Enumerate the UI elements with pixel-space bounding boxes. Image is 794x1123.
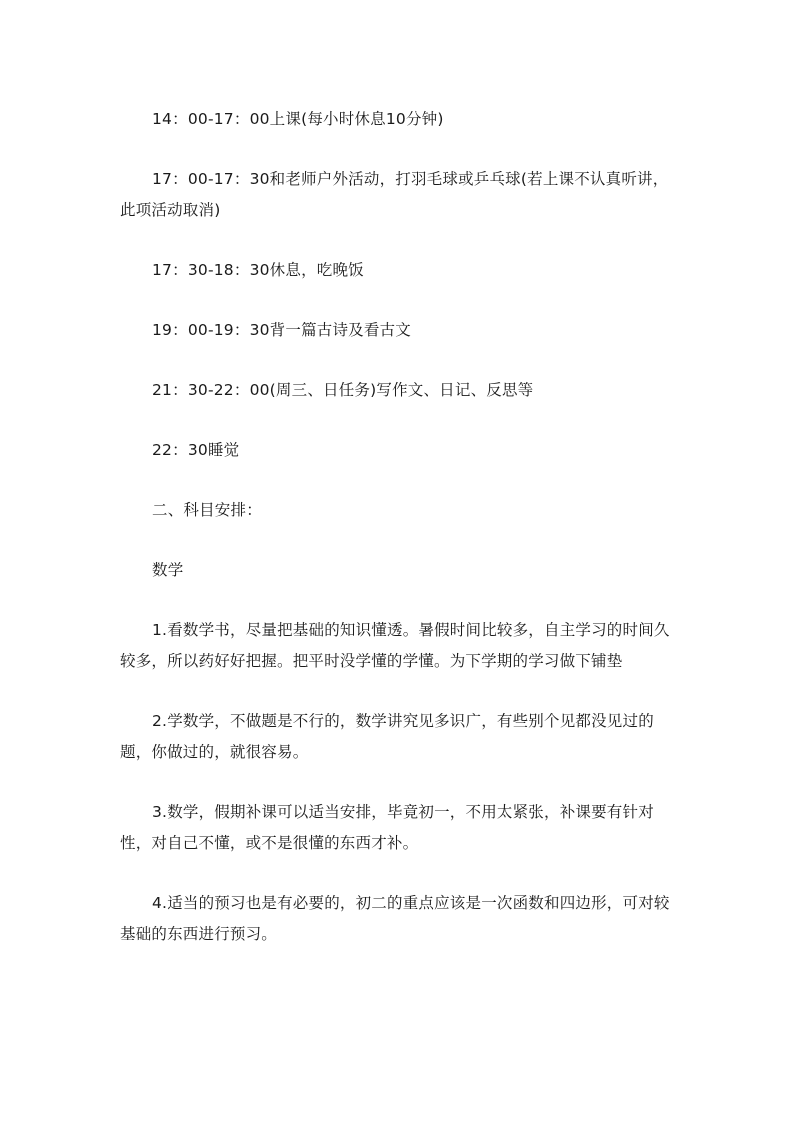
math-tip-3: 3.数学，假期补课可以适当安排，毕竟初一，不用太紧张，补课要有针对性，对自己不懂，或不是很懂的东西才补。 (120, 803, 654, 852)
math-tip-1: 1.看数学书，尽量把基础的知识懂透。暑假时间比较多，自主学习的时间久较多，所以药好好把握。把平时没学懂的学懂。为下学期的学习做下铺垫 (120, 621, 670, 670)
schedule-item-dinner: 17：30-18：30休息，吃晚饭 (152, 261, 364, 279)
schedule-item-sleep: 22：30睡觉 (152, 441, 240, 459)
math-tip-4: 4.适当的预习也是有必要的，初二的重点应该是一次函数和四边形，可对较基础的东西进行预习。 (120, 894, 670, 943)
schedule-item-poetry: 19：00-19：30背一篇古诗及看古文 (152, 321, 411, 339)
document-body (120, 104, 680, 979)
schedule-item-outdoor-activity: 17：00-17：30和老师户外活动，打羽毛球或乒乓球(若上课不认真听讲，此项活动取消) (120, 170, 669, 219)
subject-heading-math: 数学 (152, 561, 184, 579)
schedule-item-writing: 21：30-22：00(周三、日任务)写作文、日记、反思等 (152, 381, 534, 399)
schedule-item-afternoon-class: 14：00-17：00上课(每小时休息10分钟) (152, 110, 444, 128)
section-heading-subjects: 二、科目安排： (152, 501, 262, 519)
math-tip-2: 2.学数学，不做题是不行的，数学讲究见多识广，有些别个见都没见过的题，你做过的，就很容易。 (120, 712, 654, 761)
